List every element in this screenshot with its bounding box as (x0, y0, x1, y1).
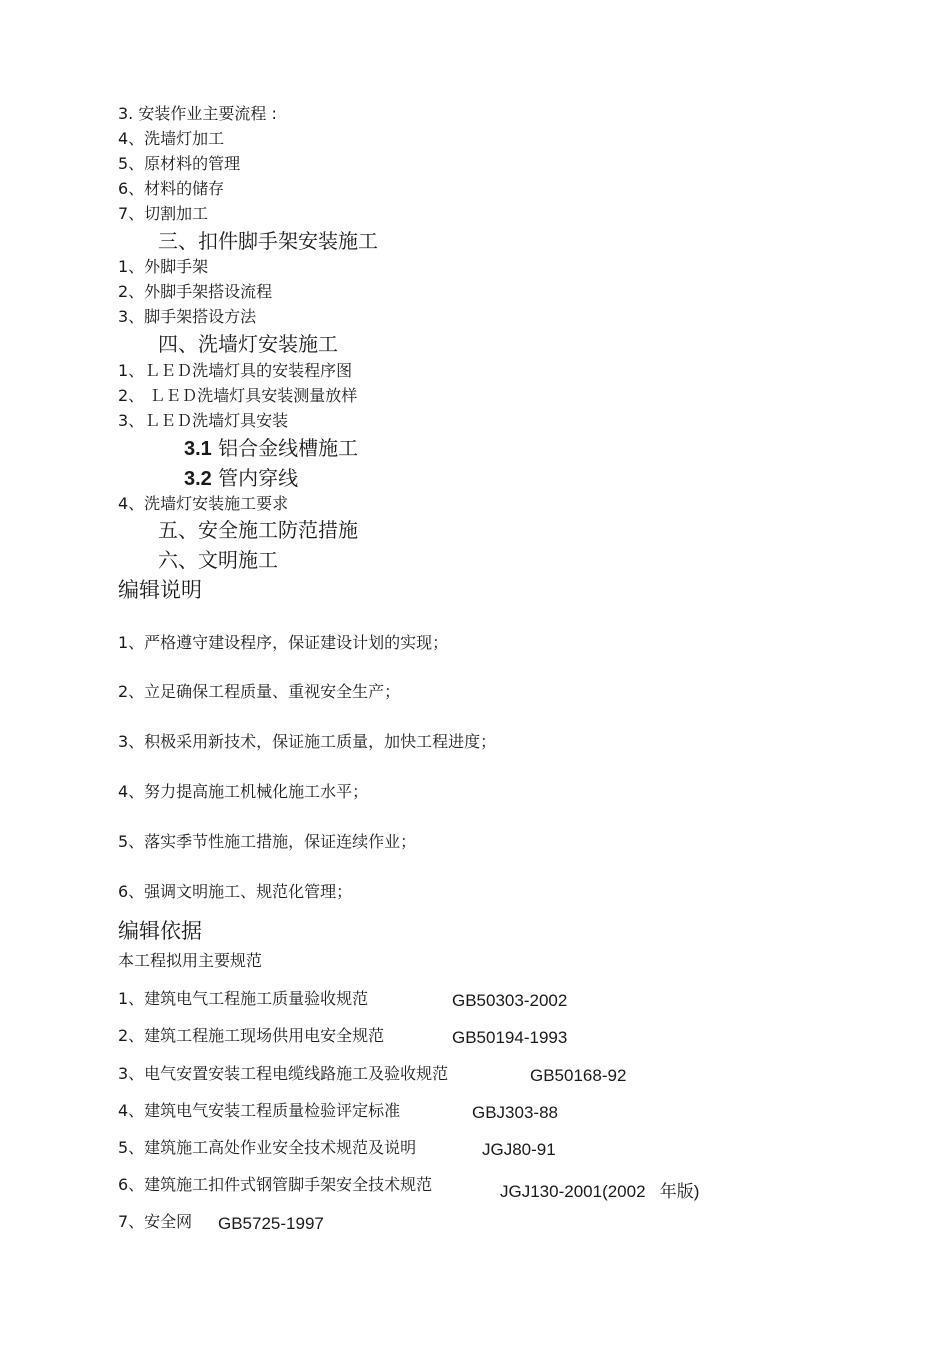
editing-basis-intro: 本工程拟用主要规范 (118, 951, 263, 970)
section-heading: 三、扣件脚手架安装施工 (158, 229, 378, 253)
note-item: 5、落实季节性施工措施，保证连续作业； (118, 832, 417, 851)
toc-item: 7、切割加工 (118, 204, 209, 223)
standard-code: GB50303-2002 (452, 991, 568, 1010)
standard-item: 4、建筑电气安装工程质量检验评定标准 (118, 1101, 401, 1120)
toc-item: 3、ＬＥＤ洗墙灯具安装 (118, 411, 289, 430)
standard-code: JGJ130-2001(2002 年版) (500, 1182, 700, 1201)
toc-item: 3、脚手架搭设方法 (118, 307, 257, 326)
standard-code: GB50194-1993 (452, 1028, 568, 1047)
standard-code: JGJ80-91 (482, 1140, 556, 1159)
standard-code: GB50168-92 (530, 1066, 627, 1085)
section-heading: 五、安全施工防范措施 (158, 518, 358, 542)
subsection-number: 3.1 (184, 438, 212, 460)
standard-code: GB5725-1997 (218, 1214, 324, 1233)
standard-item: 7、安全网 (118, 1212, 193, 1231)
toc-item: 3. 安装作业主要流程 : (118, 104, 277, 123)
standard-item: 5、建筑施工高处作业安全技术规范及说明 (118, 1138, 417, 1157)
subsection-heading (184, 468, 298, 489)
standard-item: 6、建筑施工扣件式钢管脚手架安全技术规范 (118, 1175, 433, 1194)
subsection-text: 管内穿线 (218, 466, 299, 490)
editing-basis-title: 编辑依据 (118, 919, 202, 943)
toc-item: 1、ＬＥＤ洗墙灯具的安装程序图 (118, 361, 353, 380)
note-item: 4、努力提高施工机械化施工水平； (118, 782, 369, 801)
note-item: 1、严格遵守建设程序，保证建设计划的实现； (118, 633, 449, 652)
note-item: 3、积极采用新技术，保证施工质量，加快工程进度； (118, 732, 497, 751)
section-heading: 六、文明施工 (158, 548, 278, 572)
standard-item: 3、电气安置安装工程电缆线路施工及验收规范 (118, 1064, 449, 1083)
subsection-text: 铝合金线槽施工 (218, 436, 359, 460)
toc-item: 4、洗墙灯加工 (118, 129, 225, 148)
toc-item: 2、外脚手架搭设流程 (118, 282, 273, 301)
toc-item: 4、洗墙灯安装施工要求 (118, 494, 289, 513)
toc-item: 2、 ＬＥＤ洗墙灯具安装测量放样 (118, 386, 358, 405)
section-heading: 四、洗墙灯安装施工 (158, 332, 338, 356)
editing-notes-title: 编辑说明 (118, 578, 202, 602)
standard-code: GBJ303-88 (472, 1103, 558, 1122)
toc-item: 6、材料的储存 (118, 179, 225, 198)
toc-item: 1、外脚手架 (118, 257, 209, 276)
standard-item: 1、建筑电气工程施工质量验收规范 (118, 989, 369, 1008)
toc-item: 5、原材料的管理 (118, 154, 241, 173)
subsection-number: 3.2 (184, 468, 212, 490)
standard-item: 2、建筑工程施工现场供用电安全规范 (118, 1026, 385, 1045)
note-item: 6、强调文明施工、规范化管理； (118, 882, 353, 901)
note-item: 2、立足确保工程质量、重视安全生产； (118, 682, 401, 701)
subsection-heading (184, 438, 358, 459)
